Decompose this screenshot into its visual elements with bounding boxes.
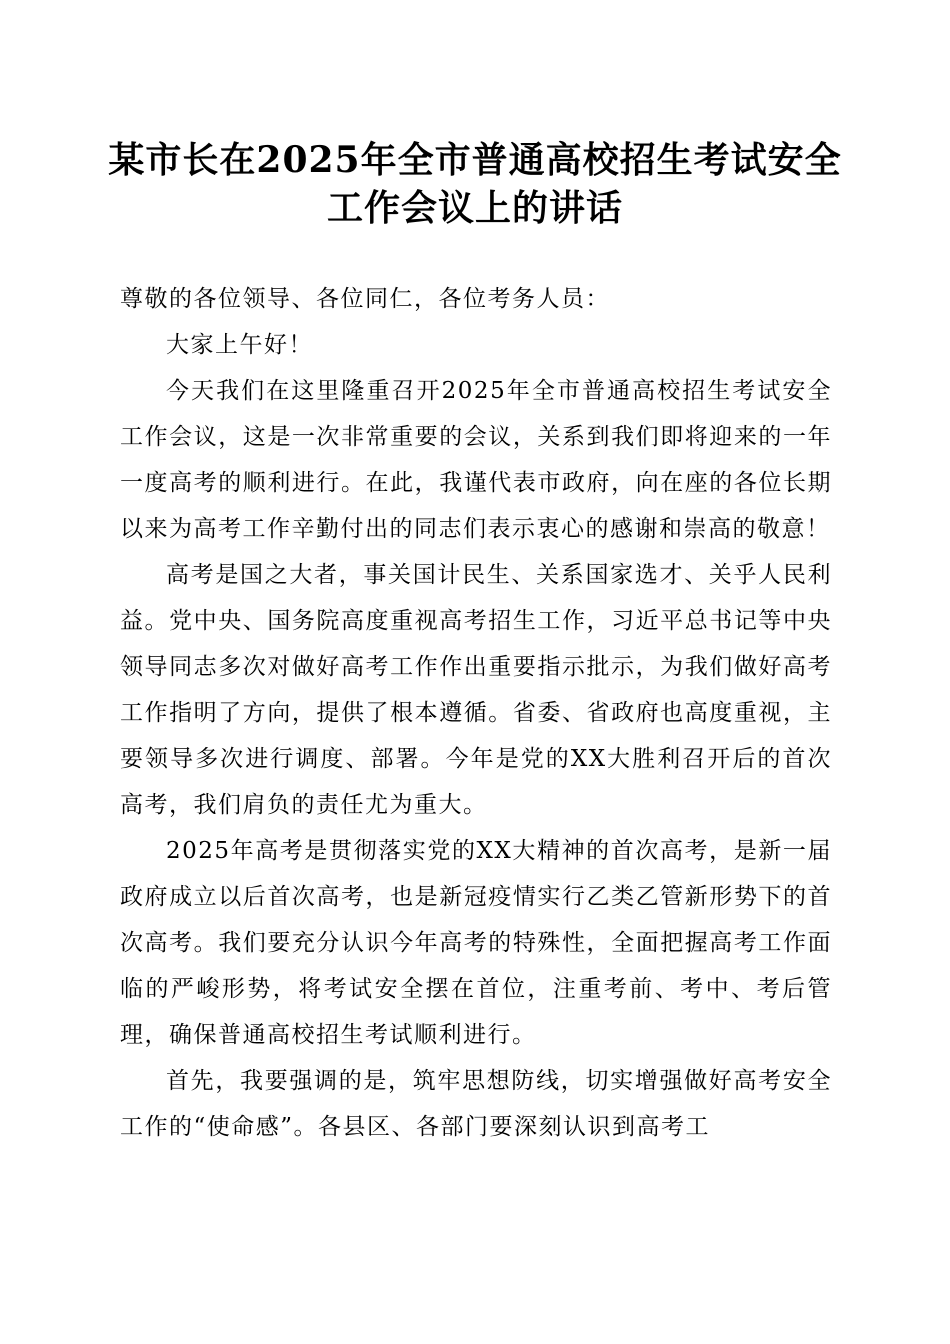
paragraph-importance: 高考是国之大者，事关国计民生、关系国家选才、关乎人民利益。党中央、国务院高度重视高考招生工作，习近平总书记等中央领导同志多次对做好高考工作作出重要指示批示，为我们做好高考工作指明了方向，提供了根本遵循。省委、省政府也高度重视，主要领导多次进行调度、部署。今年是党的XX大胜利召开后的首次高考，我们肩负的责任尤为重大。 <box>120 562 832 818</box>
speech-body <box>120 276 832 1150</box>
document-title <box>100 136 850 232</box>
paragraph-opening: 今天我们在这里隆重召开2025年全市普通高校招生考试安全工作会议，这是一次非常重要的会议，关系到我们即将迎来的一年一度高考的顺利进行。在此，我谨代表市政府，向在座的各位长期以来为高考工作辛勤付出的同志们表示衷心的感谢和崇高的敬意！ <box>120 378 832 542</box>
title-line-1: 某市长在2025年全市普通高校招生考试安全 <box>108 139 842 181</box>
paragraph-first-point: 首先，我要强调的是，筑牢思想防线，切实增强做好高考安全工作的“使命感”。各县区、各部门要深刻认识到高考工 <box>120 1068 832 1140</box>
paragraph-context: 2025年高考是贯彻落实党的XX大精神的首次高考，是新一届政府成立以后首次高考，也是新冠疫情实行乙类乙管新形势下的首次高考。我们要充分认识今年高考的特殊性，全面把握高考工作面临的严峻形势，将考试安全摆在首位，注重考前、考中、考后管理，确保普通高校招生考试顺利进行。 <box>120 838 832 1048</box>
greeting: 大家上午好！ <box>166 332 313 358</box>
salutation: 尊敬的各位领导、各位同仁，各位考务人员： <box>120 286 610 312</box>
title-line-2: 工作会议上的讲话 <box>326 187 623 229</box>
